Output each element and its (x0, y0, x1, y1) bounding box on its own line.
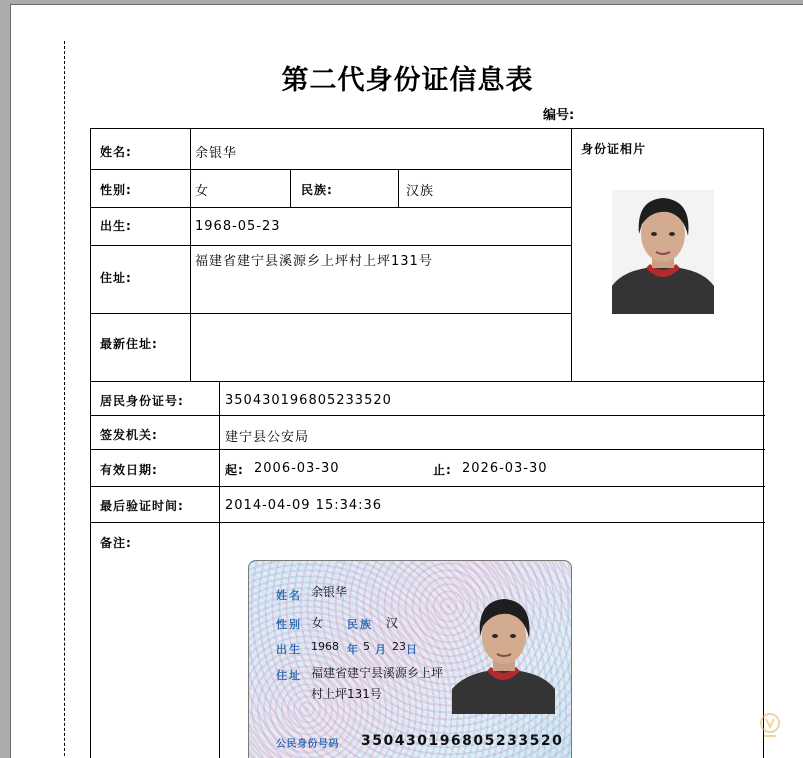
card-address-label: 住址 (276, 669, 302, 682)
valid-from-value: 2006-03-30 (254, 461, 340, 476)
id-photo (612, 190, 714, 314)
card-photo (452, 591, 555, 714)
column-divider (190, 129, 191, 381)
card-gender-value: 女 (311, 616, 324, 630)
last-verified-value: 2014-04-09 15:34:36 (225, 498, 383, 513)
card-id-value: 350430196805233520 (361, 733, 564, 749)
document-page (10, 4, 803, 758)
column-divider (290, 169, 291, 207)
row-divider (91, 313, 571, 314)
last-verified-label: 最后验证时间: (100, 499, 184, 513)
remarks-label: 备注: (100, 536, 132, 550)
issuer-value: 建宁县公安局 (225, 430, 310, 445)
card-id-label: 公民身份号码 (276, 739, 339, 750)
watermark-logo-icon (759, 712, 781, 740)
card-address-line2: 村上坪131号 (311, 687, 382, 701)
row-divider (91, 415, 765, 416)
id-number-label: 居民身份证号: (100, 394, 184, 408)
card-ethnicity-value: 汉 (386, 616, 399, 630)
card-gender-label: 性别 (276, 618, 302, 631)
validity-label: 有效日期: (100, 463, 158, 477)
card-day-unit: 日 (406, 643, 419, 656)
document-title: 第二代身份证信息表 (281, 65, 534, 96)
row-divider (91, 169, 571, 170)
card-name-label: 姓名 (276, 589, 302, 602)
row-divider (91, 486, 765, 487)
photo-label: 身份证相片 (581, 142, 647, 156)
serial-number-label: 编号: (543, 108, 575, 123)
card-birth-day: 23 (392, 640, 406, 653)
birth-value: 1968-05-23 (195, 219, 281, 234)
row-divider (91, 245, 571, 246)
id-info-form (90, 128, 764, 758)
column-divider (219, 381, 220, 758)
row-divider (91, 449, 765, 450)
name-label: 姓名: (100, 145, 132, 159)
address-label: 住址: (100, 271, 132, 285)
id-card-image (248, 560, 572, 758)
row-divider (91, 381, 765, 382)
column-divider (398, 169, 399, 207)
card-month-unit: 月 (375, 643, 388, 656)
card-birth-label: 出生 (276, 643, 302, 656)
ethnicity-value: 汉族 (406, 184, 435, 199)
row-divider (91, 522, 765, 523)
name-value: 余银华 (195, 146, 238, 161)
row-divider (91, 207, 571, 208)
card-name-value: 余银华 (311, 585, 348, 599)
card-ethnicity-label: 民族 (347, 618, 373, 631)
valid-from-label: 起: (225, 463, 244, 477)
column-divider (571, 129, 572, 381)
gender-label: 性别: (100, 183, 132, 197)
valid-to-label: 止: (433, 463, 452, 477)
card-year-unit: 年 (347, 643, 360, 656)
issuer-label: 签发机关: (100, 428, 158, 442)
address-value: 福建省建宁县溪源乡上坪村上坪131号 (195, 254, 433, 269)
gender-value: 女 (195, 184, 210, 199)
card-birth-year: 1968 (311, 640, 339, 653)
binding-margin-line (64, 41, 65, 758)
ethnicity-label: 民族: (301, 183, 333, 197)
latest-address-label: 最新住址: (100, 337, 158, 351)
card-birth-month: 5 (363, 640, 370, 653)
birth-label: 出生: (100, 219, 132, 233)
card-address-line1: 福建省建宁县溪源乡上坪 (311, 666, 444, 680)
valid-to-value: 2026-03-30 (462, 461, 548, 476)
id-number-value: 350430196805233520 (225, 393, 392, 408)
